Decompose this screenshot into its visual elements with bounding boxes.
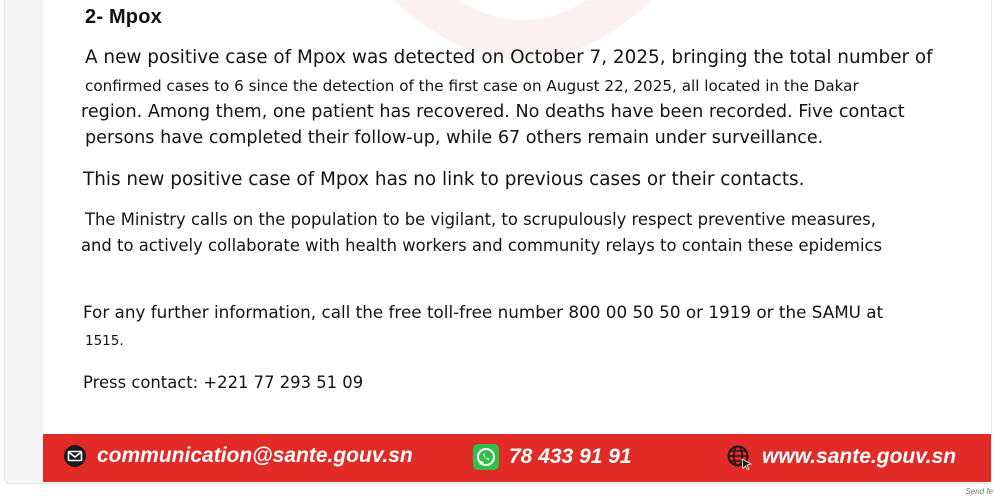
mail-icon bbox=[63, 444, 87, 468]
paragraph-line: For any further information, call the free toll-free number 800 00 50 50 or 1919 or the SAMU at bbox=[83, 302, 884, 322]
whatsapp-icon bbox=[473, 444, 499, 470]
press-contact: Press contact: +221 77 293 51 09 bbox=[83, 373, 364, 392]
section-heading: 2- Mpox bbox=[85, 6, 162, 28]
footer-email-text: communication@sante.gouv.sn bbox=[97, 444, 413, 467]
paragraph-line: The Ministry calls on the population to be vigilant, to scrupulously respect preventive measures, bbox=[85, 210, 876, 229]
globe-icon bbox=[726, 444, 752, 470]
paragraph-line: and to actively collaborate with health workers and community relays to contain these epidemics bbox=[81, 236, 883, 255]
footer-email[interactable] bbox=[63, 444, 413, 468]
contact-footer bbox=[43, 434, 991, 482]
footer-website-text: www.sante.gouv.sn bbox=[762, 445, 957, 468]
document-page bbox=[43, 0, 991, 483]
paragraph-line: A new positive case of Mpox was detected on October 7, 2025, bringing the total number of bbox=[85, 47, 933, 68]
viewer-frame bbox=[4, 0, 992, 484]
logo-watermark-icon bbox=[343, 0, 703, 80]
send-feedback-link[interactable]: Send fe bbox=[965, 487, 993, 496]
footer-phone[interactable] bbox=[473, 444, 632, 470]
paragraph-line: persons have completed their follow-up, while 67 others remain under surveillance. bbox=[85, 128, 824, 148]
paragraph-line: This new positive case of Mpox has no link to previous cases or their contacts. bbox=[83, 169, 805, 190]
footer-website[interactable] bbox=[726, 444, 956, 470]
paragraph-line: confirmed cases to 6 since the detection of the first case on August 22, 2025, all located in the Dakar bbox=[85, 77, 859, 95]
paragraph-line: 1515. bbox=[85, 333, 124, 349]
footer-phone-text: 78 433 91 91 bbox=[509, 445, 632, 468]
paragraph-line: region. Among them, one patient has recovered. No deaths have been recorded. Five contact bbox=[81, 102, 905, 122]
